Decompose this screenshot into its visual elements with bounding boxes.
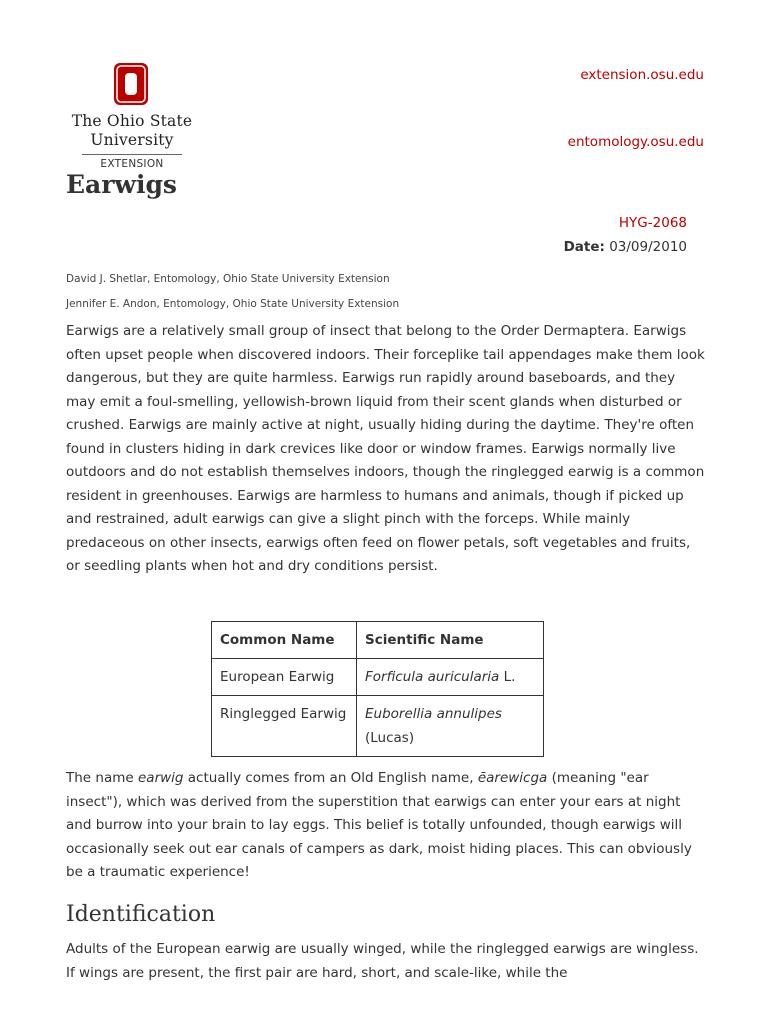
page-title: Earwigs (66, 170, 177, 199)
italic-term: earwig (137, 770, 184, 786)
text-run: (meaning "ear insect"), which was derived from the superstition that earwigs can enter your ears at night and burrow into your brain to lay eggs. This belief is totally unfounded, though earwigs will occasionally seek out ear canals of campers as dark, moist hiding places. This can obviously be a traumatic experience! (66, 770, 692, 880)
intro-paragraph: Earwigs are a relatively small group of insect that belong to the Order Dermaptera. Earwigs often upset people when discovered indoors. Their forceplike tail appendages make them look dangerous, but they are quite harmless. Earwigs run rapidly around baseboards, and they may emit a foul-smelling, yellowish-brown liquid from their scent glands when disturbed or crushed. Earwigs are mainly active at night, usually hiding during the daytime. They're often found in clusters hiding in dark crevices like door or window frames. Earwigs normally live outdoors and do not establish themselves indoors, though the ringlegged earwig is a common resident in greenhouses. Earwigs are harmless to humans and animals, though if picked up and restrained, adult earwigs can give a slight pinch with the forceps. While mainly predaceous on other insects, earwigs often feed on flower petals, soft vegetables and fruits, or seedling plants when hot and dry conditions persist. (66, 323, 705, 574)
text-run: actually comes from an Old English name, (183, 770, 478, 786)
logo-divider (82, 154, 182, 155)
logo-text-the-ohio-state: The Ohio State (71, 112, 193, 130)
table-row (212, 696, 544, 757)
scientific-author: (Lucas) (365, 730, 415, 746)
date-value: 03/09/2010 (609, 239, 687, 255)
name-origin-paragraph (66, 767, 706, 885)
author-line: Jennifer E. Andon, Entomology, Ohio State University Extension (66, 298, 400, 310)
scientific-name: Euborellia annulipes (365, 706, 502, 722)
scientific-name-cell (357, 659, 544, 696)
author-line: David J. Shetlar, Entomology, Ohio State University Extension (66, 273, 390, 285)
section-heading-identification: Identification (66, 902, 216, 927)
identification-paragraph: Adults of the European earwig are usually winged, while the ringlegged earwigs are wingless. If wings are present, the first pair are hard, short, and scale-like, while the (66, 941, 699, 981)
scientific-name: Forficula auricularia (365, 669, 500, 685)
common-name-cell: Ringlegged Earwig (212, 696, 357, 757)
entomology-link[interactable]: entomology.osu.edu (567, 134, 704, 150)
publication-date (564, 239, 687, 255)
extension-link[interactable]: extension.osu.edu (580, 67, 704, 83)
common-name-cell: European Earwig (212, 659, 357, 696)
column-header-scientific-name: Scientific Name (357, 622, 544, 659)
species-table (211, 621, 544, 757)
scientific-author: L. (499, 669, 516, 685)
table-header-row (212, 622, 544, 659)
scientific-name-cell (357, 696, 544, 757)
text-run: The name (66, 770, 138, 786)
date-label: Date: (563, 239, 605, 255)
column-header-common-name: Common Name (212, 622, 357, 659)
italic-term: ēarewicga (477, 770, 548, 786)
fact-sheet-code: HYG-2068 (618, 215, 687, 231)
block-o-icon (113, 62, 149, 106)
table-row (212, 659, 544, 696)
logo-text-university: University (90, 131, 174, 149)
logo-text-extension: EXTENSION (100, 158, 164, 170)
